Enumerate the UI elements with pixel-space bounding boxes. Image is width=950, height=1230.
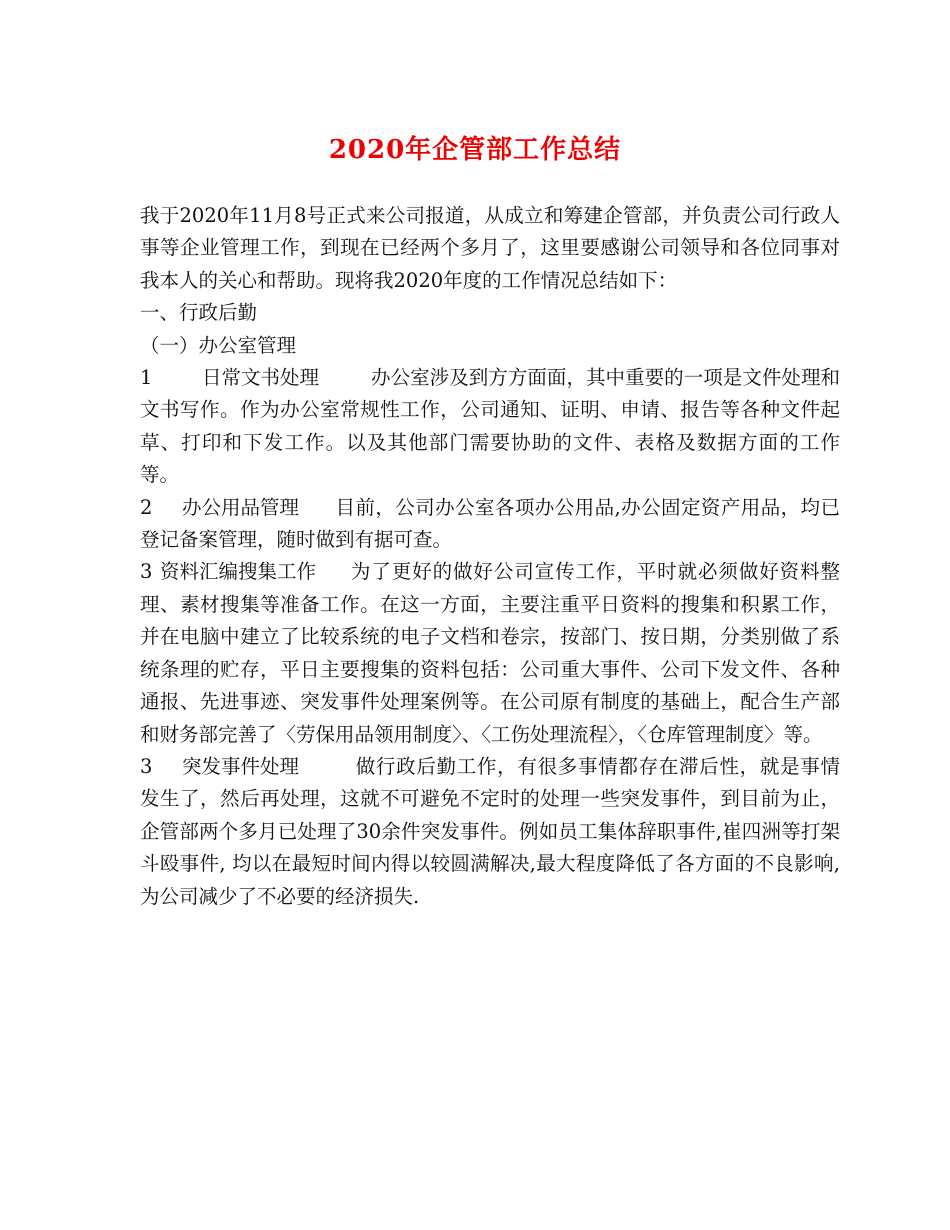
subsection-heading: （一）办公室管理	[140, 333, 297, 357]
item-number: 3	[140, 560, 153, 584]
item-text: 做行政后勤工作，有很多事情都存在滞后性，就是事情发生了，然后再处理，这就不可避免不定时的处理一些突发事件，到目前为止，企管部两个多月已处理了30余件突发事件。例如员工集体辞职事件,崔四洲等打架斗殴事件, 均以在最短时间内得以较圆满解决,最大程度降低了各方面的不良影响,为公司减少了不必要的经济损失.	[140, 754, 840, 908]
intro-paragraph: 我于2020年11月8号正式来公司报道，从成立和筹建企管部，并负责公司行政人事等企业管理工作，到现在已经两个多月了，这里要感谢公司领导和各位同事对我本人的关心和帮助。现将我2020年度的工作情况总结如下：	[140, 204, 840, 292]
section-heading: 一、行政后勤	[140, 301, 258, 325]
item-title: 办公用品管理	[182, 495, 300, 519]
document-title: 2020年企管部工作总结	[328, 135, 622, 165]
item-text: 为了更好的做好公司宣传工作，平时就必须做好资料整理、素材搜集等准备工作。在这一方面，主要注重平日资料的搜集和积累工作，并在电脑中建立了比较系统的电子文档和卷宗，按部门、按日期，分类别做了系统条理的贮存，平日主要搜集的资料包括：公司重大事件、公司下发文件、各种通报、先进事迹、突发事件处理案例等。在公司原有制度的基础上，配合生产部和财务部完善了〈劳保用品领用制度〉、〈工伤处理流程〉，〈仓库管理制度〉等。	[140, 560, 840, 746]
document-body	[140, 200, 840, 913]
item-number: 3	[140, 754, 153, 778]
item-paragraph	[140, 362, 840, 492]
item-title: 突发事件处理	[182, 754, 300, 778]
item-paragraph	[140, 556, 840, 750]
item-paragraph	[140, 492, 840, 557]
item-number: 1	[140, 366, 153, 390]
item-text: 办公室涉及到方方面面，其中重要的一项是文件处理和文书写作。作为办公室常规性工作，公司通知、证明、申请、报告等各种文件起草、打印和下发工作。以及其他部门需要协助的文件、表格及数据方面的工作等。	[140, 366, 840, 487]
item-title: 资料汇编搜集工作	[160, 560, 317, 584]
item-text: 目前，公司办公室各项办公用品,办公固定资产用品，均已登记备案管理，随时做到有据可查。	[140, 495, 840, 552]
item-title: 日常文书处理	[202, 366, 320, 390]
item-number: 2	[140, 495, 153, 519]
item-paragraph	[140, 751, 840, 913]
